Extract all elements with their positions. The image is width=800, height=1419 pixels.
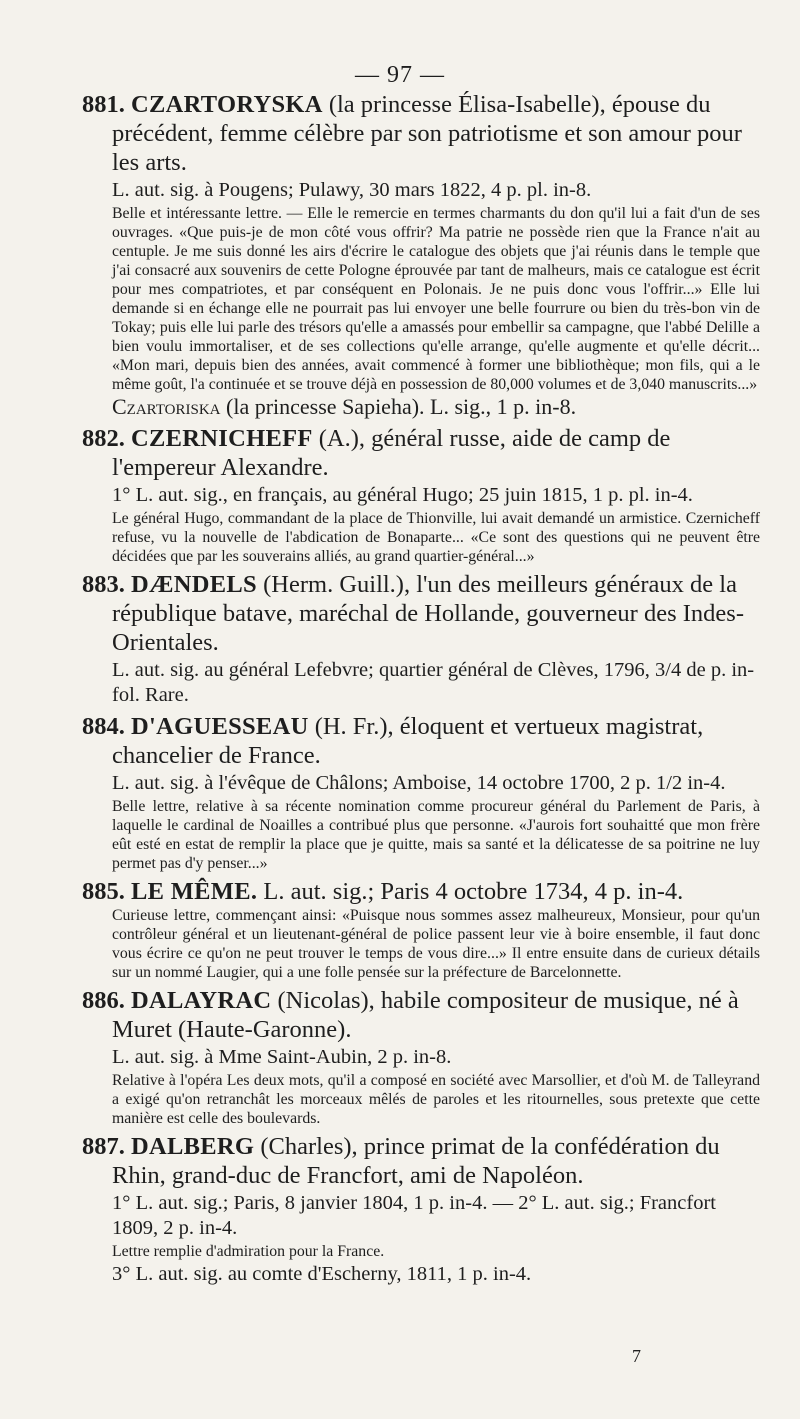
entry-note: Relative à l'opéra Les deux mots, qu'il a composé en société avec Marsollier, et d'où M. de Talleyrand a exigé qu'on retranchât les morceaux mêlés de paroles et les ritournelles, sous pretexte que cette manière est celle des boulevards. [112,1072,760,1127]
entry-note: Belle et intéressante lettre. — Elle le remercie en termes charmants du don qu'il lui a fait d'un de ses ouvrages. «Que puis-je de mon côté vous offrir? Ma patrie ne possède rien que la France n'ait au centuple. Je me suis donné les airs d'écrire le catalogue des objets que j'ai réunis dans le temple que j'ai consacré aux souvenirs de cette Pologne éprouvée par tant de malheurs, mais ce catalogue est écrit pour mes compatriotes, et par conséquent en Polonais. Je ne puis donc vous l'offrir...» Elle lui demande si en échange elle ne pourrait pas lui envoyer une belle fourrure ou bien du très-bon vin de Tokay; puis elle lui parle des trésors qu'elle a amassés pour embellir sa campagne, que l'abbé Delille a bien voulu immortaliser, et de ses collections qu'elle arrange, qu'elle augmente et qu'elle décrit... «Mon mari, depuis bien des années, avait commencé à former une bibliothèque; mon fils, qui a le même goût, l'a continuée et se trouve déjà en possession de 80,000 volumes et de 3,040 manuscrits...» [112,205,760,393]
entry-heading [82,90,760,177]
entry-heading [82,877,760,906]
entry-meta-after [112,1262,760,1287]
entry-number: 883. [82,571,125,598]
entry-884 [82,712,760,873]
entries-list [82,90,760,1291]
meta-line: L. aut. sig. à l'évêque de Châlons; Amboise, 14 octobre 1700, 2 p. 1/2 in-4. [112,772,726,794]
entry-number: 882. [82,425,125,452]
entry-heading [82,712,760,770]
entry-887 [82,1132,760,1287]
entry-number: 881. [82,91,125,118]
entry-name: D'AGUESSEAU [131,713,309,740]
entry-882 [82,424,760,566]
entry-number: 885. [82,878,125,905]
entry-title: (Nicolas), habile compositeur de musique, né à Muret (Haute-Garonne). [112,987,739,1043]
entry-number: 887. [82,1133,125,1160]
entry-885 [82,877,760,982]
entry-name: CZERNICHEFF [131,425,313,452]
entry-meta [112,771,760,796]
entry-number: 884. [82,713,125,740]
entry-title: (Herm. Guill.), l'un des meilleurs généraux de la république batave, maréchal de Hollande, gouverneur des Indes-Orientales. [112,571,744,656]
entry-name: DÆNDELS [131,571,257,598]
entry-name: DALAYRAC [131,987,272,1014]
entry-886 [82,986,760,1128]
entry-title: L. aut. sig.; Paris 4 octobre 1734, 4 p. in-4. [263,878,684,905]
entry-881 [82,90,760,420]
entry-heading [82,424,760,482]
entry-note: Le général Hugo, commandant de la place de Thionville, lui avait demandé un armistice. Czernicheff refuse, vu la nouvelle de l'abdication de Bonaparte... «Ce sont des questions qui ne peuvent être décidées que par les souverains alliés, au grand quartier-général...» [112,510,760,565]
entry-meta [112,1045,760,1070]
meta-line: L. aut. sig. à Pougens; Pulawy, 30 mars 1822, 4 p. pl. in-8. [112,179,592,201]
entry-meta [112,178,760,203]
meta-line: 1° L. aut. sig.; Paris, 8 janvier 1804, 1 p. in-4. — 2° L. aut. sig.; Francfort 1809, 2 p. in-4. [112,1192,716,1239]
sub-entry-name: Czartoriska [112,394,221,419]
entry-heading [82,1132,760,1190]
entry-meta [112,483,760,508]
entry-title: (la princesse Élisa-Isabelle), épouse du précédent, femme célèbre par son patriotisme et son amour pour les arts. [112,91,742,176]
entry-name: DALBERG [131,1133,255,1160]
entry-heading [82,570,760,657]
entry-name: LE MÊME. [131,878,258,905]
entry-number: 886. [82,987,125,1014]
entry-title: (A.), général russe, aide de camp de l'empereur Alexandre. [112,425,671,481]
meta-line: L. aut. sig. au général Lefebvre; quartier général de Clèves, 1796, 3/4 de p. in-fol. Rare. [112,659,755,706]
sub-entry-text: (la princesse Sapieha). L. sig., 1 p. in-8. [226,394,577,419]
meta-line: L. aut. sig. à Mme Saint-Aubin, 2 p. in-8. [112,1046,452,1068]
entry-title: (H. Fr.), éloquent et vertueux magistrat, chancelier de France. [112,713,704,769]
entry-883 [82,570,760,708]
entry-note: Curieuse lettre, commençant ainsi: «Puisque nous sommes assez malheureux, Monsieur, pour qu'un contrôleur général et un lieutenant-général de police passent leur vie à boire ensemble, il faut donc vous écrire ce qu'on ne peut trouver le temps de vous dire...» Il entre ensuite dans de curieux détails sur un nommé Laugier, qui a une folle pensée sur la préfecture de Barcelonnette. [112,907,760,981]
entry-note: Belle lettre, relative à sa récente nomination comme procureur général du Parlement de Paris, à laquelle le cardinal de Noailles a contribué plus que personne. «J'aurois fort souhaitté que mon frère eût esté en estat de remplir la place que je quitte, mais sa santé et la délicatesse de sa poitrine ne luy permet pas d'y penser...» [112,798,760,872]
meta-line: 1° L. aut. sig., en français, au général Hugo; 25 juin 1815, 1 p. pl. in-4. [112,484,693,506]
page-number: — 97 — [355,62,445,88]
entry-heading [82,986,760,1044]
entry-note: Lettre remplie d'admiration pour la France. [112,1243,385,1260]
entry-meta [112,1191,760,1241]
entry-name: CZARTORYSKA [131,91,323,118]
entry-title: (Charles), prince primat de la confédération du Rhin, grand-duc de Francfort, ami de Napoléon. [112,1133,720,1189]
meta-line: 3° L. aut. sig. au comte d'Escherny, 1811, 1 p. in-4. [112,1263,532,1285]
signature-mark: 7 [632,1346,641,1366]
entry-meta [112,658,760,708]
sub-entry [112,394,760,420]
